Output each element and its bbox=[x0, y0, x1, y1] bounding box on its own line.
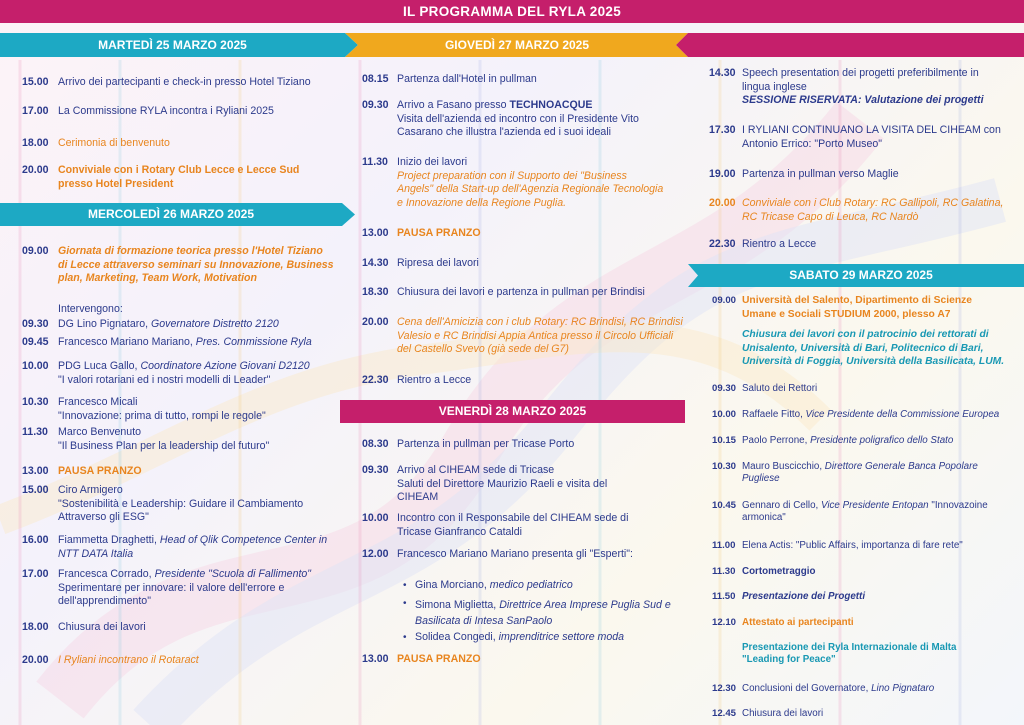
schedule-item: 18.00 Chiusura dei lavori bbox=[22, 621, 146, 633]
header-thursday: GIOVEDÌ 27 MARZO 2025 bbox=[444, 38, 590, 52]
schedule-item: 09.30 DG Lino Pignataro, Governatore Distretto 2120 bbox=[22, 318, 279, 330]
schedule-item: 10.00 PDG Luca Gallo, Coordinatore Azione Giovani D2120 "I valori rotariani ed i nostri modelli di Leader" bbox=[22, 360, 310, 386]
schedule-item: 13.00 PAUSA PRANZO bbox=[362, 653, 481, 665]
schedule-item: 17.30 I RYLIANI CONTINUANO LA VISITA DEL CIHEAM con Antonio Errico: "Porto Museo" bbox=[709, 124, 1001, 150]
schedule-item: 10.00 Raffaele Fitto, Vice Presidente della Commissione Europea bbox=[712, 409, 1000, 420]
schedule-item: 12.30 Conclusioni del Governatore, Lino Pignataro bbox=[712, 683, 935, 694]
list-item: • Gina Morciano, medico pediatrico bbox=[403, 579, 573, 591]
schedule-item: 11.00 Elena Actis: "Public Affairs, importanza di fare rete" bbox=[712, 540, 963, 551]
list-item: • Simona Miglietta, Direttrice Area Imprese Puglia Sud e Basilicata di Intesa SanPaolo bbox=[403, 598, 671, 627]
bullet-icon: • bbox=[403, 580, 407, 591]
schedule-item: 17.00 La Commissione RYLA incontra i Ryliani 2025 bbox=[22, 105, 274, 117]
schedule-item: 08.30 Partenza in pullman per Tricase Porto bbox=[362, 438, 575, 450]
page-title: IL PROGRAMMA DEL RYLA 2025 bbox=[0, 0, 1024, 23]
schedule-item: 11.30 Marco Benvenuto "Il Business Plan per la leadership del futuro" bbox=[22, 426, 270, 452]
schedule-item: 18.30 Chiusura dei lavori e partenza in pullman per Brindisi bbox=[362, 286, 645, 298]
header-tuesday: MARTEDÌ 25 MARZO 2025 bbox=[98, 38, 247, 52]
schedule-item: 09.00 Giornata di formazione teorica presso l'Hotel Tiziano di Lecce attraverso seminari su Innovazione, Business plan, Marketing, Team Work, Motivation bbox=[22, 245, 334, 285]
schedule-item: 18.00 Cerimonia di benvenuto bbox=[22, 137, 170, 149]
schedule-item: 14.30 Speech presentation dei progetti preferibilmente in lingua inglese SESSIONE RISERVATA: Valutazione dei progetti bbox=[709, 67, 984, 107]
schedule-item: 11.30 Cortometraggio bbox=[712, 566, 816, 577]
schedule-item: 09.00 Università del Salento, Dipartimento di Scienze Umane e Sociali STUDIUM 2000, plesso A7 bbox=[712, 295, 973, 320]
schedule-item: 12.45 Chiusura dei lavori bbox=[712, 708, 824, 719]
schedule-item: 12.10 Attestato ai partecipanti bbox=[712, 617, 854, 628]
schedule-item: 10.45 Gennaro di Cello, Vice Presidente Entopan "Innovazoine armonica" bbox=[712, 500, 988, 524]
schedule-item: 10.30 Francesco Micali "Innovazione: prima di tutto, rompi le regole" bbox=[22, 396, 266, 422]
schedule-item: 09.30 Arrivo a Fasano presso TECHNOACQUE Visita dell'azienda ed incontro con il Presidente Vito Casarano che illustra l'azienda ed i suoi ideali bbox=[362, 99, 639, 139]
schedule-item: Presentazione dei Ryla Internazionale di Malta "Leading for Peace" bbox=[742, 642, 957, 666]
schedule-item: 22.30 Rientro a Lecce bbox=[362, 374, 472, 386]
schedule-item: Intervengono: bbox=[58, 303, 123, 315]
list-item: • Solidea Congedi, imprenditrice settore moda bbox=[403, 631, 625, 643]
schedule-item: 22.30 Rientro a Lecce bbox=[709, 238, 817, 250]
schedule-item: 20.00 Cena dell'Amicizia con i club Rotary: RC Brindisi, RC Brindisi Valesio e RC Brindisi Appia Antica presso il Circolo Ufficiali del Castello Svevo (già sede del G7) bbox=[362, 316, 683, 356]
schedule-item: 09.30 Saluto dei Rettori bbox=[712, 383, 818, 394]
schedule-item: 17.00 Francesca Corrado, Presidente "Scuola di Fallimento" Sperimentare per innovare: il valore dell'errore e dell'apprendimento" bbox=[22, 568, 312, 608]
schedule-item: 10.00 Incontro con il Responsabile del CIHEAM sede di Tricase Gianfranco Cataldi bbox=[362, 512, 629, 538]
schedule-item: 09.30 Arrivo al CIHEAM sede di Tricase Saluti del Direttore Maurizio Raeli e visita del CIHEAM bbox=[362, 464, 608, 504]
header-wednesday: MERCOLEDÌ 26 MARZO 2025 bbox=[87, 207, 255, 221]
schedule-item: 20.00 I Ryliani incontrano il Rotaract bbox=[22, 654, 199, 666]
schedule-item: 19.00 Partenza in pullman verso Maglie bbox=[709, 168, 899, 180]
schedule-item: 10.15 Paolo Perrone, Presidente poligrafico dello Stato bbox=[712, 435, 954, 446]
schedule-item: 12.00 Francesco Mariano Mariano presenta gli "Esperti": bbox=[362, 548, 633, 560]
header-friday: VENERDÌ 28 MARZO 2025 bbox=[340, 400, 685, 423]
schedule-item: 08.15 Partenza dall'Hotel in pullman bbox=[362, 73, 537, 85]
schedule-item: 20.00 Conviviale con i Rotary Club Lecce e Lecce Sud presso Hotel President bbox=[22, 164, 300, 190]
schedule-item: 15.00 Arrivo dei partecipanti e check-in presso Hotel Tiziano bbox=[22, 76, 311, 88]
bullet-icon: • bbox=[403, 598, 407, 609]
schedule-item: Chiusura dei lavori con il patrocinio dei rettorati di Unisalento, Università di Bari, Politecnico di Bari, Università di Foggia, Università della Basilicata, LUM. bbox=[742, 329, 1005, 368]
schedule-item: 13.00 PAUSA PRANZO bbox=[22, 465, 142, 477]
schedule-item: 11.30 Inizio dei lavori Project preparation con il Supporto dei "Business Angels" della Start-up dell'Agenzia Regionale Tecnologia e Innovazione della Regione Puglia. bbox=[362, 156, 664, 209]
schedule-item: 16.00 Fiammetta Draghetti, Head of Qlik Competence Center in NTT DATA Italia bbox=[22, 534, 328, 560]
schedule-item: 11.50 Presentazione dei Progetti bbox=[712, 591, 866, 602]
schedule-item: 20.00 Conviviale con i Club Rotary: RC Gallipoli, RC Galatina, RC Tricase Capo di Leuca, RC Nardò bbox=[709, 197, 1004, 223]
schedule-item: 09.45 Francesco Mariano Mariano, Pres. Commissione Ryla bbox=[22, 336, 312, 348]
schedule-item: 13.00 PAUSA PRANZO bbox=[362, 227, 481, 239]
schedule-item: 15.00 Ciro Armigero "Sostenibilità e Leadership: Guidare il Cambiamento Attraverso gli ESG" bbox=[22, 484, 304, 524]
schedule-item: 10.30 Mauro Buscicchio, Direttore Generale Banca Popolare Pugliese bbox=[712, 461, 978, 485]
header-saturday: SABATO 29 MARZO 2025 bbox=[789, 268, 933, 282]
bullet-icon: • bbox=[403, 632, 407, 643]
schedule-item: 14.30 Ripresa dei lavori bbox=[362, 257, 479, 269]
